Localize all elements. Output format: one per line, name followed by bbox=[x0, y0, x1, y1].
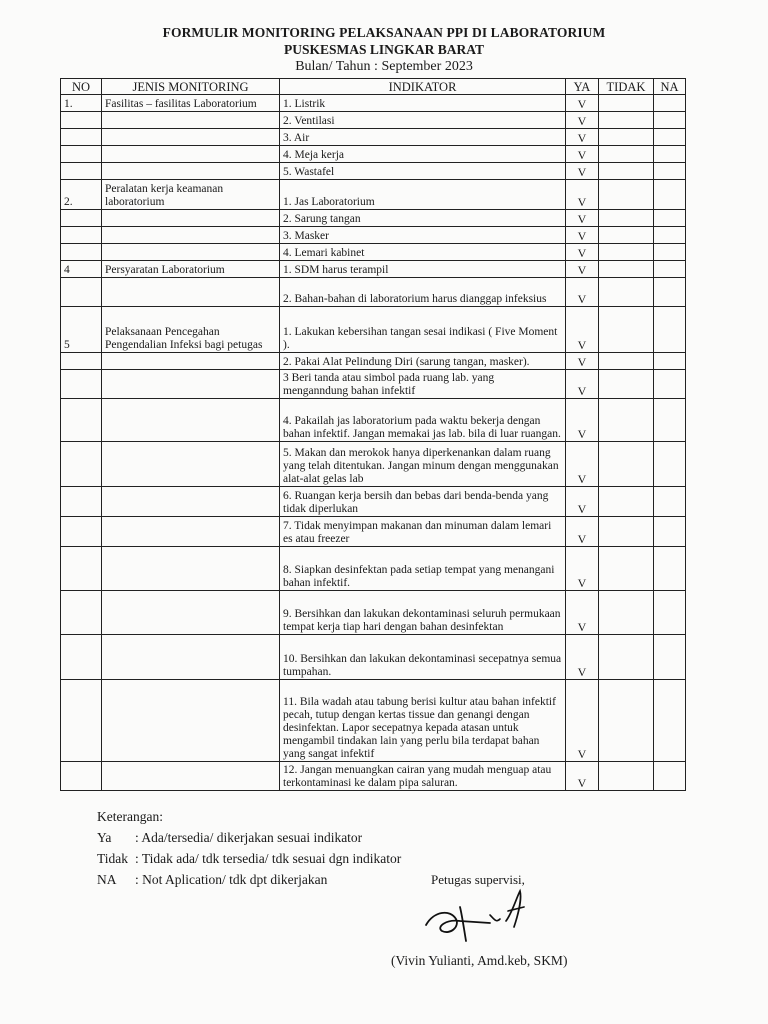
row-na bbox=[654, 442, 686, 487]
row-na bbox=[654, 163, 686, 180]
table-row bbox=[61, 635, 686, 680]
row-jenis bbox=[102, 442, 280, 487]
row-jenis bbox=[102, 591, 280, 635]
row-na bbox=[654, 244, 686, 261]
row-jenis: Peralatan kerja keamanan laboratorium bbox=[102, 180, 280, 210]
row-tidak bbox=[599, 112, 654, 129]
row-no bbox=[61, 591, 102, 635]
row-no bbox=[61, 399, 102, 442]
row-jenis bbox=[102, 680, 280, 762]
row-tidak bbox=[599, 278, 654, 307]
row-jenis bbox=[102, 210, 280, 227]
row-indikator: 4. Pakailah jas laboratorium pada waktu bekerja dengan bahan infektif. Jangan memakai jas lab. bila di luar ruangan. bbox=[280, 399, 566, 442]
document-title: FORMULIR MONITORING PELAKSANAAN PPI DI LABORATORIUM bbox=[162, 25, 606, 40]
table-row bbox=[61, 210, 686, 227]
row-na bbox=[654, 210, 686, 227]
row-tidak bbox=[599, 244, 654, 261]
table-row bbox=[61, 353, 686, 370]
legend-na bbox=[97, 869, 401, 890]
row-na bbox=[654, 487, 686, 517]
legend-tidak-text: : Tidak ada/ tdk tersedia/ tdk sesuai dgn indikator bbox=[135, 851, 402, 866]
row-na bbox=[654, 353, 686, 370]
row-indikator: 6. Ruangan kerja bersih dan bebas dari benda-benda yang tidak diperlukan bbox=[280, 487, 566, 517]
row-na bbox=[654, 591, 686, 635]
row-no bbox=[61, 129, 102, 146]
table-row bbox=[61, 680, 686, 762]
row-ya: V bbox=[566, 210, 599, 227]
row-jenis bbox=[102, 227, 280, 244]
row-jenis: Fasilitas – fasilitas Laboratorium bbox=[102, 95, 280, 112]
row-tidak bbox=[599, 146, 654, 163]
row-indikator: 2. Bahan-bahan di laboratorium harus dianggap infeksius bbox=[280, 278, 566, 307]
row-no bbox=[61, 442, 102, 487]
row-na bbox=[654, 547, 686, 591]
row-no bbox=[61, 680, 102, 762]
row-indikator: 5. Makan dan merokok hanya diperkenankan dalam ruang yang telah ditentukan. Jangan minum dengan menggunakan alat-alat gelas lab bbox=[280, 442, 566, 487]
document-subtitle: PUSKESMAS LINGKAR BARAT bbox=[283, 42, 485, 57]
row-indikator: 1. SDM harus terampil bbox=[280, 261, 566, 278]
row-no bbox=[61, 227, 102, 244]
row-jenis bbox=[102, 517, 280, 547]
table-header-row bbox=[61, 79, 686, 95]
row-ya: V bbox=[566, 517, 599, 547]
row-na bbox=[654, 95, 686, 112]
row-tidak bbox=[599, 95, 654, 112]
row-na bbox=[654, 680, 686, 762]
table-row bbox=[61, 370, 686, 399]
row-ya: V bbox=[566, 261, 599, 278]
row-ya: V bbox=[566, 353, 599, 370]
table-row bbox=[61, 591, 686, 635]
row-indikator: 5. Wastafel bbox=[280, 163, 566, 180]
row-jenis: Persyaratan Laboratorium bbox=[102, 261, 280, 278]
row-jenis bbox=[102, 762, 280, 791]
row-jenis bbox=[102, 353, 280, 370]
table-row bbox=[61, 307, 686, 353]
row-tidak bbox=[599, 180, 654, 210]
table-row bbox=[61, 487, 686, 517]
table-row bbox=[61, 95, 686, 112]
row-no: 1. bbox=[61, 95, 102, 112]
row-jenis bbox=[102, 278, 280, 307]
table-row bbox=[61, 129, 686, 146]
row-indikator: 1. Listrik bbox=[280, 95, 566, 112]
row-ya: V bbox=[566, 112, 599, 129]
row-tidak bbox=[599, 163, 654, 180]
row-jenis bbox=[102, 112, 280, 129]
legend-ya bbox=[97, 827, 401, 848]
legend-tidak-key: Tidak bbox=[97, 851, 129, 866]
row-no bbox=[61, 163, 102, 180]
row-no: 4 bbox=[61, 261, 102, 278]
row-ya: V bbox=[566, 146, 599, 163]
row-indikator: 3. Air bbox=[280, 129, 566, 146]
row-na bbox=[654, 635, 686, 680]
row-indikator: 3 Beri tanda atau simbol pada ruang lab. yang menganndung bahan infektif bbox=[280, 370, 566, 399]
row-indikator: 1. Jas Laboratorium bbox=[280, 180, 566, 210]
table-row bbox=[61, 227, 686, 244]
row-ya: V bbox=[566, 399, 599, 442]
table-row bbox=[61, 547, 686, 591]
row-no bbox=[61, 146, 102, 163]
row-no bbox=[61, 762, 102, 791]
row-jenis bbox=[102, 370, 280, 399]
row-tidak bbox=[599, 487, 654, 517]
row-na bbox=[654, 399, 686, 442]
row-jenis: Pelaksanaan Pencegahan Pengendalian Infeksi bagi petugas bbox=[102, 307, 280, 353]
row-no bbox=[61, 278, 102, 307]
col-header-jenis: JENIS MONITORING bbox=[102, 79, 280, 95]
legend bbox=[97, 806, 401, 890]
row-jenis bbox=[102, 163, 280, 180]
row-no: 2. bbox=[61, 180, 102, 210]
row-ya: V bbox=[566, 591, 599, 635]
row-ya: V bbox=[566, 547, 599, 591]
legend-ya-text: : Ada/tersedia/ dikerjakan sesuai indikator bbox=[135, 830, 363, 845]
row-no bbox=[61, 635, 102, 680]
row-no bbox=[61, 353, 102, 370]
row-ya: V bbox=[566, 129, 599, 146]
row-jenis bbox=[102, 547, 280, 591]
row-indikator: 11. Bila wadah atau tabung berisi kultur atau bahan infektif pecah, tutup dengan kertas tissue dan genangi dengan desinfektan. Lapor secepatnya kepada atasan untuk mengambil tindakan lain yang perlu bila terdapat bahan yang sangat infektif bbox=[280, 680, 566, 762]
table-row bbox=[61, 517, 686, 547]
handwritten-signature bbox=[420, 885, 550, 947]
row-tidak bbox=[599, 591, 654, 635]
row-jenis bbox=[102, 146, 280, 163]
col-header-na: NA bbox=[654, 79, 686, 95]
row-indikator: 12. Jangan menuangkan cairan yang mudah menguap atau terkontaminasi ke dalam pipa saluran. bbox=[280, 762, 566, 791]
row-tidak bbox=[599, 353, 654, 370]
legend-title: Keterangan: bbox=[97, 809, 163, 824]
legend-tidak bbox=[97, 848, 401, 869]
row-jenis bbox=[102, 244, 280, 261]
row-ya: V bbox=[566, 370, 599, 399]
row-jenis bbox=[102, 487, 280, 517]
row-ya: V bbox=[566, 635, 599, 680]
col-header-indikator: INDIKATOR bbox=[280, 79, 566, 95]
row-na bbox=[654, 762, 686, 791]
row-tidak bbox=[599, 547, 654, 591]
row-no bbox=[61, 112, 102, 129]
row-no: 5 bbox=[61, 307, 102, 353]
monitoring-table bbox=[60, 78, 686, 791]
row-tidak bbox=[599, 370, 654, 399]
col-header-tidak: TIDAK bbox=[599, 79, 654, 95]
signature-label: Petugas supervisi, bbox=[431, 872, 525, 887]
row-tidak bbox=[599, 129, 654, 146]
row-no bbox=[61, 244, 102, 261]
legend-na-key: NA bbox=[97, 872, 117, 887]
row-indikator: 3. Masker bbox=[280, 227, 566, 244]
row-indikator: 7. Tidak menyimpan makanan dan minuman dalam lemari es atau freezer bbox=[280, 517, 566, 547]
table-row bbox=[61, 112, 686, 129]
table-row bbox=[61, 442, 686, 487]
row-tidak bbox=[599, 517, 654, 547]
table-row bbox=[61, 146, 686, 163]
row-na bbox=[654, 307, 686, 353]
row-indikator: 4. Meja kerja bbox=[280, 146, 566, 163]
table-row bbox=[61, 163, 686, 180]
row-ya: V bbox=[566, 307, 599, 353]
table-row bbox=[61, 180, 686, 210]
document-header bbox=[0, 24, 768, 75]
row-indikator: 2. Ventilasi bbox=[280, 112, 566, 129]
row-tidak bbox=[599, 442, 654, 487]
row-indikator: 4. Lemari kabinet bbox=[280, 244, 566, 261]
table-row bbox=[61, 762, 686, 791]
row-no bbox=[61, 370, 102, 399]
row-na bbox=[654, 261, 686, 278]
row-indikator: 8. Siapkan desinfektan pada setiap tempat yang menangani bahan infektif. bbox=[280, 547, 566, 591]
row-no bbox=[61, 547, 102, 591]
row-indikator: 9. Bersihkan dan lakukan dekontaminasi seluruh permukaan tempat kerja tiap hari dengan bahan desinfektan bbox=[280, 591, 566, 635]
row-tidak bbox=[599, 227, 654, 244]
row-ya: V bbox=[566, 442, 599, 487]
row-ya: V bbox=[566, 680, 599, 762]
row-indikator: 2. Pakai Alat Pelindung Diri (sarung tangan, masker). bbox=[280, 353, 566, 370]
legend-ya-key: Ya bbox=[97, 830, 112, 845]
row-tidak bbox=[599, 762, 654, 791]
row-na bbox=[654, 112, 686, 129]
row-indikator: 1. Lakukan kebersihan tangan sesai indikasi ( Five Moment ). bbox=[280, 307, 566, 353]
row-ya: V bbox=[566, 762, 599, 791]
row-tidak bbox=[599, 307, 654, 353]
row-no bbox=[61, 210, 102, 227]
row-ya: V bbox=[566, 227, 599, 244]
row-ya: V bbox=[566, 180, 599, 210]
row-na bbox=[654, 517, 686, 547]
row-indikator: 10. Bersihkan dan lakukan dekontaminasi secepatnya semua tumpahan. bbox=[280, 635, 566, 680]
row-jenis bbox=[102, 635, 280, 680]
col-header-no: NO bbox=[61, 79, 102, 95]
row-tidak bbox=[599, 210, 654, 227]
table-row bbox=[61, 399, 686, 442]
row-tidak bbox=[599, 399, 654, 442]
row-na bbox=[654, 278, 686, 307]
signature-name: (Vivin Yulianti, Amd.keb, SKM) bbox=[391, 953, 568, 968]
row-tidak bbox=[599, 635, 654, 680]
col-header-ya: YA bbox=[566, 79, 599, 95]
row-no bbox=[61, 517, 102, 547]
row-jenis bbox=[102, 399, 280, 442]
row-indikator: 2. Sarung tangan bbox=[280, 210, 566, 227]
row-na bbox=[654, 227, 686, 244]
row-ya: V bbox=[566, 278, 599, 307]
row-na bbox=[654, 370, 686, 399]
row-ya: V bbox=[566, 163, 599, 180]
row-jenis bbox=[102, 129, 280, 146]
document-period: Bulan/ Tahun : September 2023 bbox=[295, 59, 473, 74]
row-na bbox=[654, 180, 686, 210]
row-no bbox=[61, 487, 102, 517]
row-ya: V bbox=[566, 95, 599, 112]
table-row bbox=[61, 244, 686, 261]
table-row bbox=[61, 278, 686, 307]
row-tidak bbox=[599, 261, 654, 278]
row-na bbox=[654, 146, 686, 163]
legend-na-text: : Not Aplication/ tdk dpt dikerjakan bbox=[135, 872, 328, 887]
row-tidak bbox=[599, 680, 654, 762]
row-na bbox=[654, 129, 686, 146]
table-row bbox=[61, 261, 686, 278]
row-ya: V bbox=[566, 244, 599, 261]
row-ya: V bbox=[566, 487, 599, 517]
